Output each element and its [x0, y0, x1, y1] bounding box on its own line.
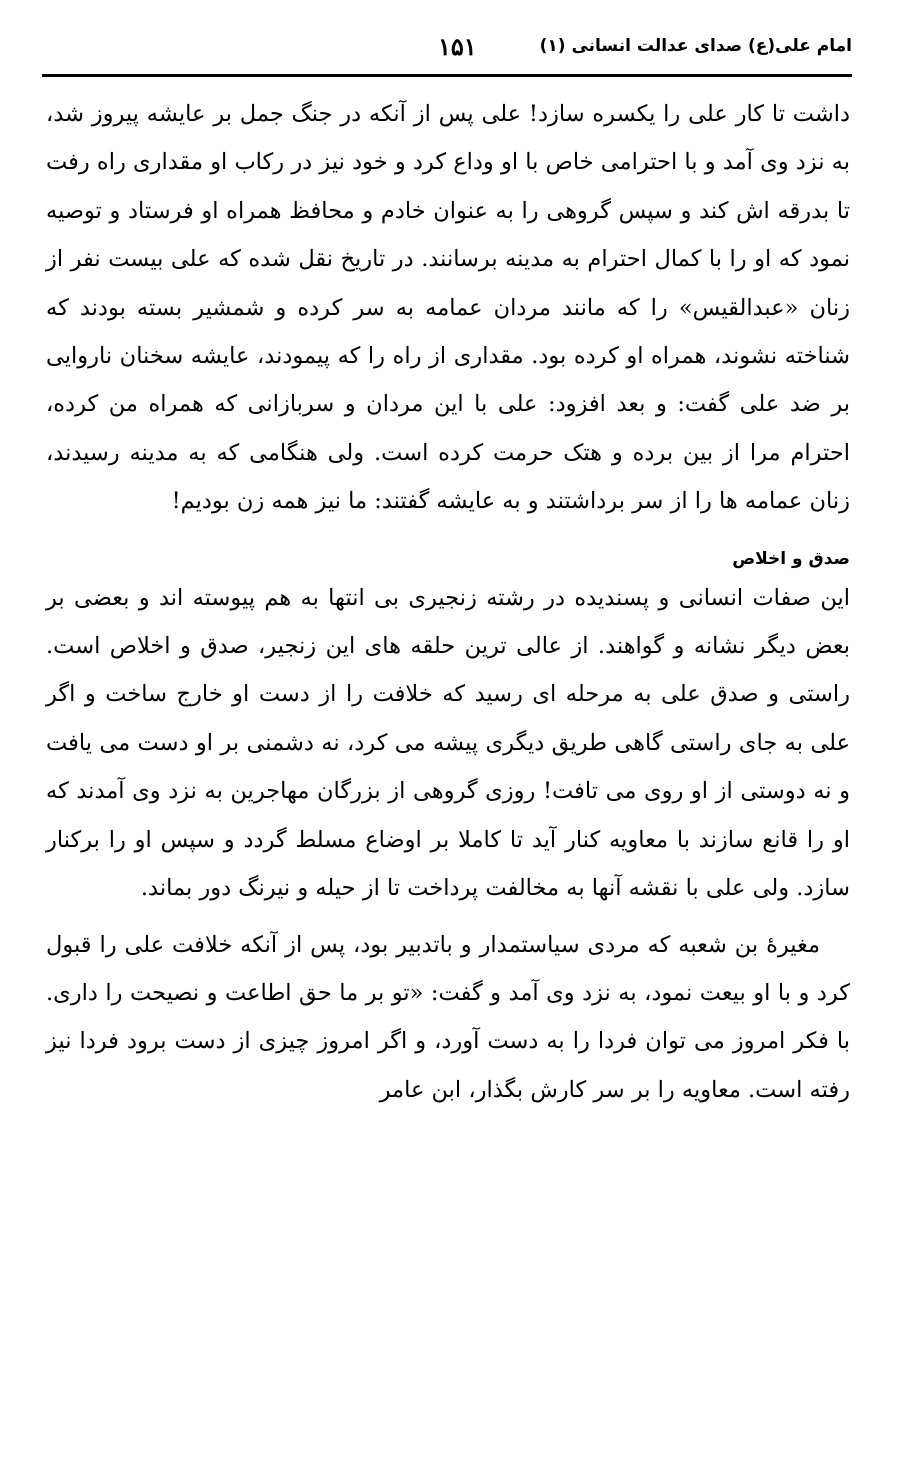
- running-header: [42, 30, 852, 72]
- page-body: [46, 88, 850, 1114]
- section-heading: صدق و اخلاص: [732, 548, 850, 569]
- paragraph: این صفات انسانی و پسندیده در رشته زنجیری بی انتها به هم پیوسته اند و بعضی بر بعض دیگر نشانه و گواهند. از عالی ترین حلقه های این زنجیر، صدق و اخلاص است. راستی و صدق علی به مرحله ای رسید که خلافت را از دست او خارج ساخت و اگر علی به جای راستی گاهی طریق دیگری پیشه می کرد، نه دشمنی بر او دست می یافت و نه دوستی از او روی می تافت! روزی گروهی از بزرگان مهاجرین به نزد وی آمدند که او را قانع سازند با معاویه کنار آید تا کاملا بر اوضاع مسلط گردد و سپس او را برکنار سازد. ولی علی با نقشه آنها به مخالفت پرداخت تا از حیله و نیرنگ دور بماند.: [46, 584, 850, 902]
- running-header-title: امام علی(ع) صدای عدالت انسانی (۱): [539, 36, 852, 56]
- paragraph: داشت تا کار علی را یکسره سازد! علی پس از آنکه در جنگ جمل بر عایشه پیروز شد، به نزد وی آمد و با احترامی خاص با او وداع کرد و خود نیز در رکاب او مقداری راه رفت تا بدرقه اش کند و سپس گروهی را به عنوان خادم و محافظ همراه او فرستاد و توصیه نمود که او را با کمال احترام به مدینه برسانند. در تاریخ نقل شده که علی بیست نفر از زنان «عبدالقیس» را که مانند مردان عمامه به سر کرده و شمشیر بسته بودند که شناخته نشوند، همراه او کرده بود. مقداری از راه را که پیمودند، عایشه سخنان ناروایی بر ضد علی گفت: و بعد افزود: علی با این مردان و سربازانی که همراه من کرده، احترام مرا از بین برده و هتک حرمت کرده است. ولی هنگامی که به مدینه رسیدند، زنان عمامه ها را از سر برداشتند و به عایشه گفتند: ما نیز همه زن بودیم!: [46, 101, 850, 515]
- page-number: ۱۵۱: [438, 32, 477, 61]
- paragraph: مغیرهٔ بن شعبه که مردی سیاستمدار و باتدبیر بود، پس از آنکه خلافت علی را قبول کرد و با او بیعت نمود، به نزد وی آمد و گفت: «تو بر ما حق اطاعت و نصیحت را داری. با فکر امروز می توان فردا را به دست آورد، و اگر امروز چیزی از دست برود فردا نیز رفته است. معاویه را بر سر کارش بگذار، ابن عامر: [46, 931, 850, 1103]
- header-divider: [42, 74, 852, 77]
